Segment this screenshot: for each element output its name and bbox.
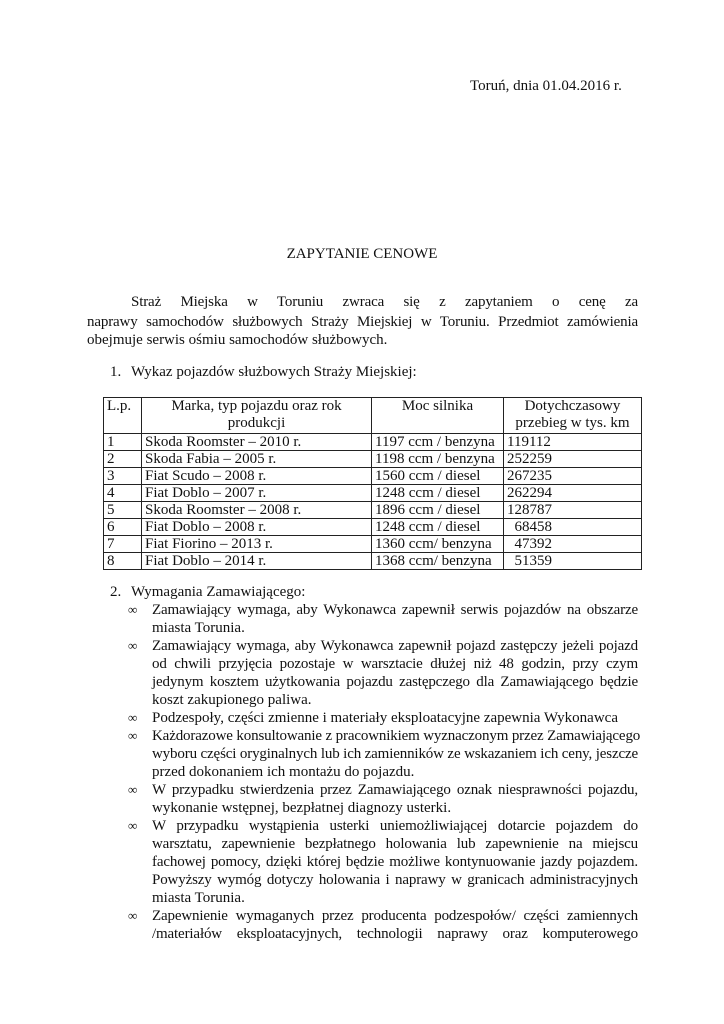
cell-mileage: 119112 xyxy=(504,434,642,451)
intro-line: obejmuje serwis ośmiu samochodów służbowych. xyxy=(87,332,388,348)
cell-lp: 6 xyxy=(104,519,142,536)
requirement-line: W przypadku stwierdzenia przez Zamawiającego oznak niesprawności pojazdu, xyxy=(152,782,638,798)
requirement-line: przed dokonaniem ich montażu do pojazdu. xyxy=(152,764,415,780)
section-title: Wykaz pojazdów służbowych Straży Miejskiej: xyxy=(131,364,417,380)
header-engine: Moc silnika xyxy=(372,398,504,434)
cell-engine: 1197 ccm / benzyna xyxy=(372,434,504,451)
section-title: Wymagania Zamawiającego: xyxy=(131,584,306,600)
cell-engine: 1368 ccm/ benzyna xyxy=(372,553,504,570)
cell-lp: 1 xyxy=(104,434,142,451)
cell-vehicle: Skoda Roomster – 2008 r. xyxy=(142,502,372,519)
cell-lp: 2 xyxy=(104,451,142,468)
infinity-bullet-icon: ∞ xyxy=(128,638,138,653)
requirement-line: Zamawiający wymaga, aby Wykonawca zapewnił pojazd zastępczy jeżeli pojazd xyxy=(152,638,638,654)
infinity-bullet-icon: ∞ xyxy=(128,782,138,797)
table-row xyxy=(104,502,642,519)
document-title: ZAPYTANIE CENOWE xyxy=(286,246,438,262)
cell-vehicle: Fiat Fiorino – 2013 r. xyxy=(142,536,372,553)
vehicle-table xyxy=(103,397,642,570)
table-row xyxy=(104,536,642,553)
cell-vehicle: Fiat Doblo – 2014 r. xyxy=(142,553,372,570)
requirement-line: Podzespoły, części zmienne i materiały eksploatacyjne zapewnia Wykonawca xyxy=(152,710,618,726)
cell-engine: 1248 ccm / diesel xyxy=(372,519,504,536)
cell-lp: 3 xyxy=(104,468,142,485)
section-number: 1. xyxy=(110,364,122,380)
infinity-bullet-icon: ∞ xyxy=(128,602,138,617)
cell-lp: 5 xyxy=(104,502,142,519)
infinity-bullet-icon: ∞ xyxy=(128,710,138,725)
cell-mileage: 252259 xyxy=(504,451,642,468)
header-mileage: Dotychczasowy przebieg w tys. km xyxy=(504,398,642,434)
cell-mileage: 51359 xyxy=(504,553,642,570)
cell-mileage: 68458 xyxy=(504,519,642,536)
cell-engine: 1248 ccm / diesel xyxy=(372,485,504,502)
cell-engine: 1198 ccm / benzyna xyxy=(372,451,504,468)
cell-lp: 8 xyxy=(104,553,142,570)
requirement-line: fachowej pomocy, dzięki której będzie możliwe kontynuowanie jazdy pojazdem. xyxy=(152,854,638,870)
requirement-line: od chwili przyjęcia pozostaje w warsztacie dłużej niż 48 godzin, przy czym xyxy=(152,656,638,672)
infinity-bullet-icon: ∞ xyxy=(128,908,138,923)
table-row xyxy=(104,519,642,536)
intro-line: naprawy samochodów służbowych Straży Miejskiej w Toruniu. Przedmiot zamówienia xyxy=(87,314,638,330)
cell-mileage: 47392 xyxy=(504,536,642,553)
cell-vehicle: Skoda Fabia – 2005 r. xyxy=(142,451,372,468)
cell-lp: 4 xyxy=(104,485,142,502)
cell-mileage: 128787 xyxy=(504,502,642,519)
requirement-line: Zapewnienie wymaganych przez producenta podzespołów/ części zamiennych xyxy=(152,908,638,924)
date: Toruń, dnia 01.04.2016 r. xyxy=(470,78,622,94)
requirement-line: Powyższy wymóg dotyczy holowania i naprawy w granicach administracyjnych xyxy=(152,872,638,888)
cell-vehicle: Fiat Scudo – 2008 r. xyxy=(142,468,372,485)
cell-vehicle: Fiat Doblo – 2007 r. xyxy=(142,485,372,502)
cell-mileage: 267235 xyxy=(504,468,642,485)
intro-line: Straż Miejska w Toruniu zwraca się z zapytaniem o cenę za xyxy=(131,294,638,310)
table-row xyxy=(104,451,642,468)
header-vehicle: Marka, typ pojazdu oraz rok produkcji xyxy=(142,398,372,434)
requirement-line: /materiałów eksploatacyjnych, technologii naprawy oraz komputerowego xyxy=(152,926,638,942)
cell-vehicle: Fiat Doblo – 2008 r. xyxy=(142,519,372,536)
requirement-line: wyboru części oryginalnych lub ich zamienników ze wskazaniem ich ceny, jeszcze xyxy=(152,746,638,762)
cell-engine: 1896 ccm / diesel xyxy=(372,502,504,519)
table-row xyxy=(104,468,642,485)
header-lp: L.p. xyxy=(104,398,142,434)
table-header-row xyxy=(104,398,642,434)
table-row xyxy=(104,434,642,451)
requirement-line: W przypadku wystąpienia usterki uniemożliwiającej dotarcie pojazdem do xyxy=(152,818,638,834)
requirement-line: miasta Torunia. xyxy=(152,890,245,906)
cell-engine: 1360 ccm/ benzyna xyxy=(372,536,504,553)
section-number: 2. xyxy=(110,584,122,600)
requirement-line: jedynym kosztem użytkowania pojazdu zastępczego dla Zamawiającego będzie xyxy=(152,674,638,690)
cell-vehicle: Skoda Roomster – 2010 r. xyxy=(142,434,372,451)
cell-lp: 7 xyxy=(104,536,142,553)
infinity-bullet-icon: ∞ xyxy=(128,728,138,743)
requirement-line: Zamawiający wymaga, aby Wykonawca zapewnił serwis pojazdów na obszarze xyxy=(152,602,638,618)
requirement-line: Każdorazowe konsultowanie z pracownikiem wyznaczonym przez Zamawiającego xyxy=(152,728,641,744)
requirement-line: warsztatu, zapewnienie bezpłatnego holowania lub zapewnienie na miejscu xyxy=(152,836,638,852)
infinity-bullet-icon: ∞ xyxy=(128,818,138,833)
table-row xyxy=(104,553,642,570)
requirement-line: koszt zakupionego paliwa. xyxy=(152,692,312,708)
cell-engine: 1560 ccm / diesel xyxy=(372,468,504,485)
cell-mileage: 262294 xyxy=(504,485,642,502)
requirement-line: miasta Torunia. xyxy=(152,620,245,636)
table-row xyxy=(104,485,642,502)
requirement-line: wykonanie wstępnej, bezpłatnej diagnozy usterki. xyxy=(152,800,452,816)
